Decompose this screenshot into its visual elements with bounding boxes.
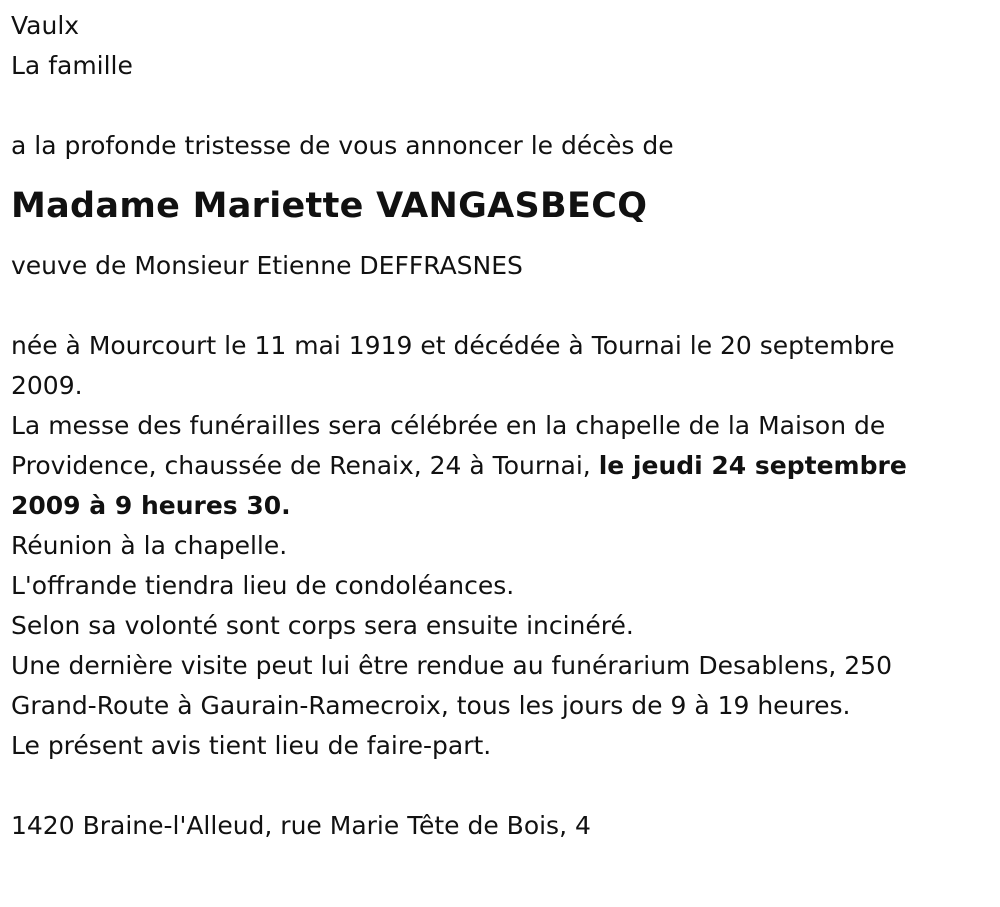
mass-date-bold-1: le jeudi 24 septembre (598, 451, 907, 480)
mass-date-bold-2: 2009 à 9 heures 30. (11, 491, 291, 520)
spacer (11, 286, 986, 326)
visit-line-1: Une dernière visite peut lui être rendue au funérarium Desablens, 250 (11, 651, 892, 680)
birth-death-line-1: née à Mourcourt le 11 mai 1919 et décédée à Tournai le 20 septembre (11, 331, 895, 360)
obituary-notice (11, 6, 986, 846)
offering-text: L'offrande tiendra lieu de condoléances. (11, 571, 515, 600)
faire-part-text: Le présent avis tient lieu de faire-part. (11, 731, 492, 760)
visit-line-2: Grand-Route à Gaurain-Ramecroix, tous les jours de 9 à 19 heures. (11, 691, 851, 720)
announcement-text: a la profonde tristesse de vous annoncer le décès de (11, 131, 674, 160)
spacer (11, 86, 986, 126)
widow-of-text: veuve de Monsieur Etienne DEFFRASNES (11, 251, 523, 280)
family-text: La famille (11, 51, 133, 80)
location-text: Vaulx (11, 11, 80, 40)
cremation-text: Selon sa volonté sont corps sera ensuite incinéré. (11, 611, 634, 640)
mass-location-text: Providence, chaussée de Renaix, 24 à Tournai, (11, 451, 599, 480)
mass-line-2 (11, 446, 986, 486)
address-text: 1420 Braine-l'Alleud, rue Marie Tête de Bois, 4 (11, 811, 591, 840)
meeting-text: Réunion à la chapelle. (11, 531, 288, 560)
deceased-name: Madame Mariette VANGASBECQ (11, 186, 648, 226)
birth-death-line-2: 2009. (11, 371, 83, 400)
mass-line-1: La messe des funérailles sera célébrée en la chapelle de la Maison de (11, 411, 886, 440)
spacer (11, 766, 986, 806)
